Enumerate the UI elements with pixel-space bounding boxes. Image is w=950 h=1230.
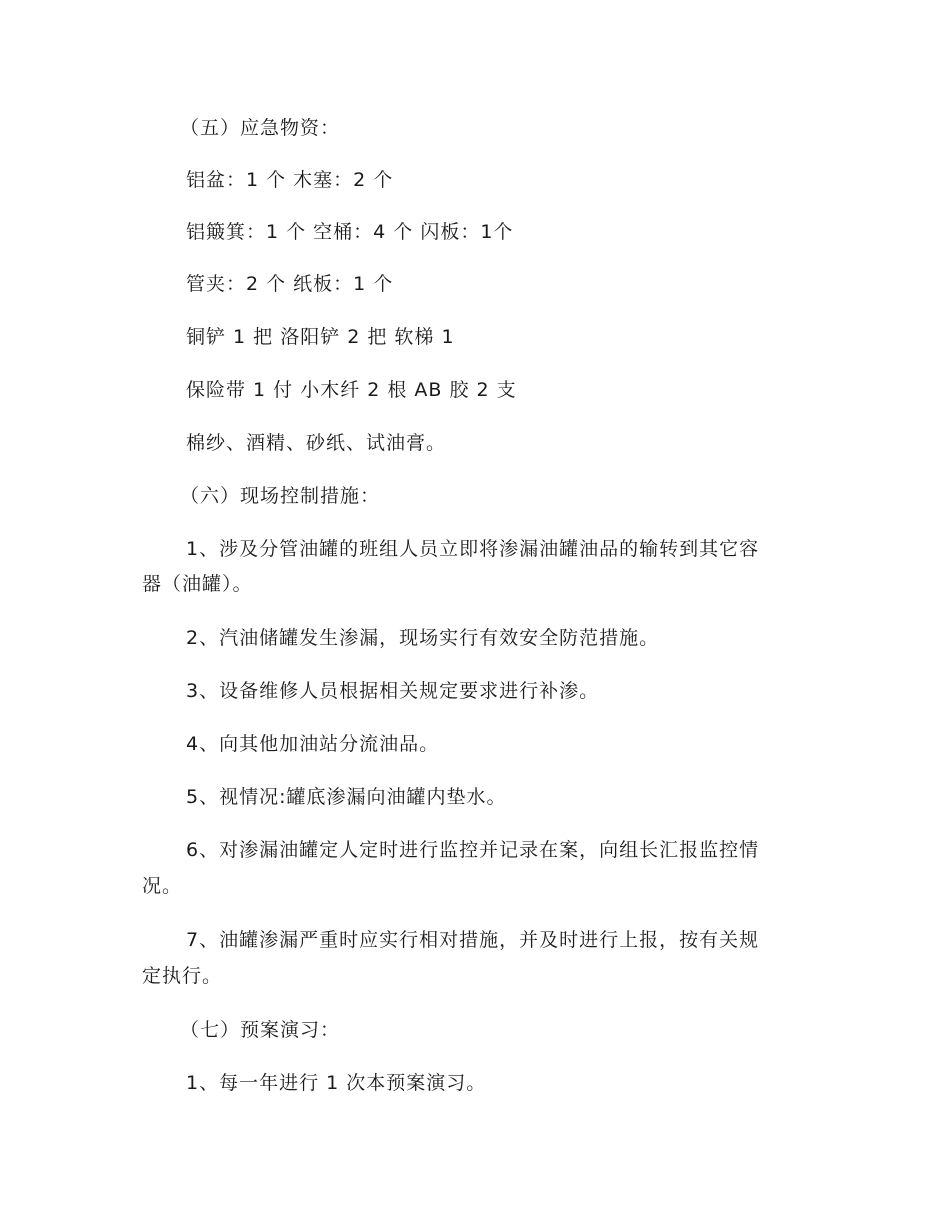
supply-line: 铜铲 1 把 洛阳铲 2 把 软梯 1 xyxy=(186,326,455,348)
supply-line: 棉纱、酒精、砂纸、试油膏。 xyxy=(186,432,447,454)
paragraph-line: 器（油罐）。 xyxy=(142,573,253,595)
paragraph-line: 1、涉及分管油罐的班组人员立即将渗漏油罐油品的输转到其它容 xyxy=(186,538,760,560)
section-heading-emergency-supplies: （五）应急物资： xyxy=(180,117,341,139)
section-heading-site-control: （六）现场控制措施： xyxy=(180,485,381,507)
paragraph-line: 4、向其他加油站分流油品。 xyxy=(186,733,440,755)
paragraph-line: 2、汽油储罐发生渗漏，现场实行有效安全防范措施。 xyxy=(186,627,660,649)
supply-line: 铝盆：1 个 木塞：2 个 xyxy=(186,169,394,191)
section-heading-drill: （七）预案演习： xyxy=(180,1019,341,1041)
supply-line: 管夹：2 个 纸板：1 个 xyxy=(186,273,394,295)
paragraph-line: 况。 xyxy=(142,875,183,897)
paragraph-line: 7、油罐渗漏严重时应实行相对措施，并及时进行上报，按有关规 xyxy=(186,929,760,951)
paragraph-line: 定执行。 xyxy=(142,965,223,987)
paragraph-line: 3、设备维修人员根据相关规定要求进行补渗。 xyxy=(186,680,600,702)
paragraph-line: 5、视情况:罐底渗漏向油罐内垫水。 xyxy=(186,786,507,808)
paragraph-line: 1、每一年进行 1 次本预案演习。 xyxy=(186,1072,487,1094)
paragraph-line: 6、对渗漏油罐定人定时进行监控并记录在案，向组长汇报监控情 xyxy=(186,839,760,861)
supply-line: 保险带 1 付 小木纤 2 根 AB 胶 2 支 xyxy=(186,379,517,401)
supply-line: 铝簸箕：1 个 空桶：4 个 闪板：1个 xyxy=(186,221,514,243)
